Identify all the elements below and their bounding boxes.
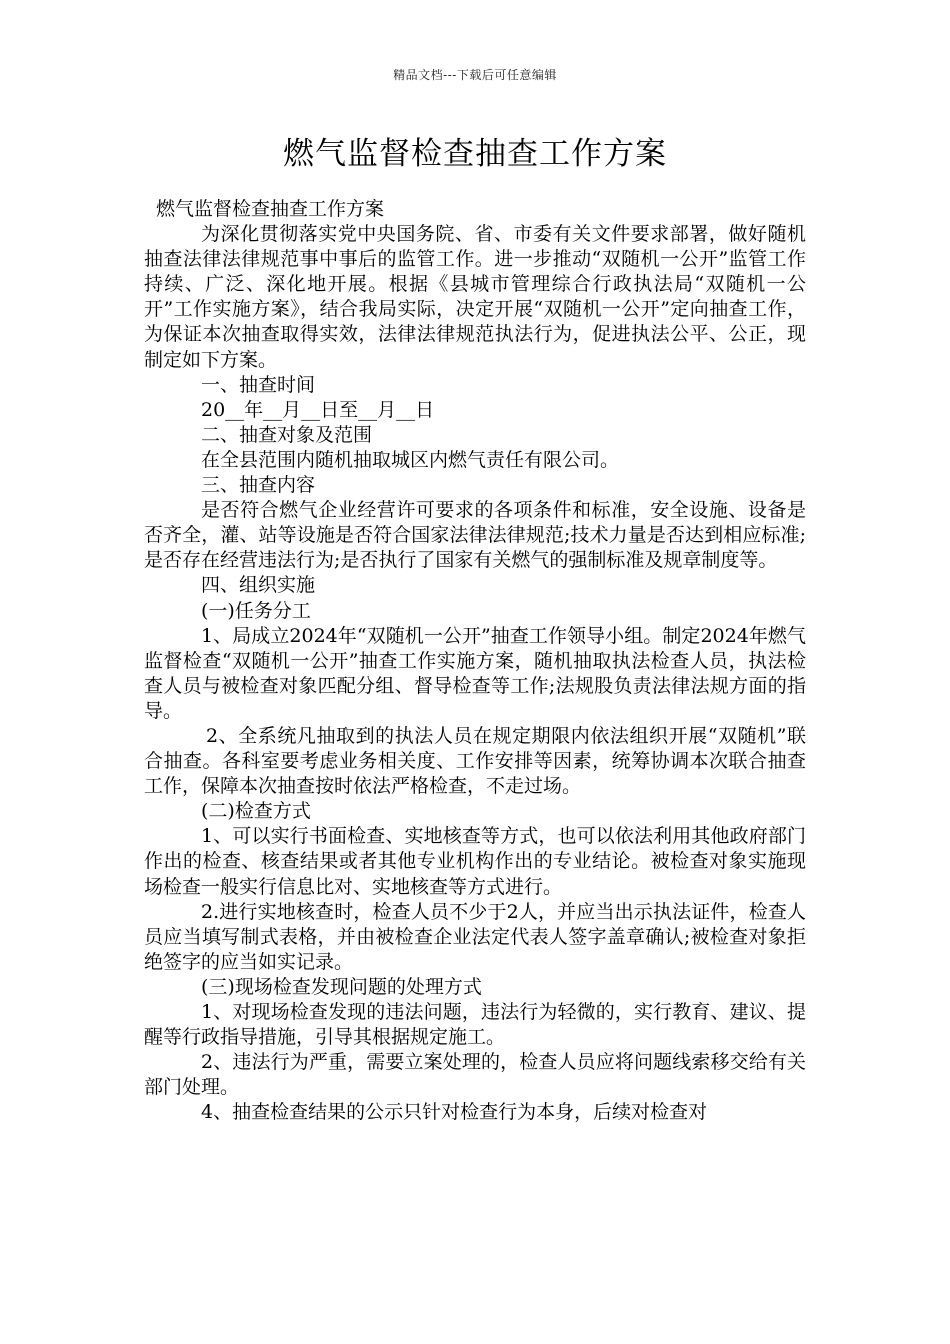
subtitle-paragraph: 燃气监督检查抽查工作方案 [156, 198, 385, 220]
scope-paragraph: 在全县范围内随机抽取城区内燃气责任有限公司。 [201, 448, 620, 471]
task-paragraph-1: 1、局成立2024年“双随机一公开”抽查工作领导小组。制定2024年燃气监督检查“双随机一公开”抽查工作实施方案，随机抽取执法检查人员，执法检查人员与被检查对象匹配分组、督导检查等工作;法规股负责法律法规方面的指导。 [144, 624, 806, 722]
method-paragraph-1: 1、可以实行书面检查、实地核查等方式，也可以依法利用其他政府部门作出的检查、核查结果或者其他专业机构作出的专业结论。被检查对象实施现场检查一般实行信息比对、实地核查等方式进行。 [144, 825, 806, 898]
method-paragraph-2: 2.进行实地核查时，检查人员不少于2人，并应当出示执法证件，检查人员应当填写制式表格，并由被检查企业法定代表人签字盖章确认;被检查对象拒绝签字的应当如实记录。 [144, 900, 806, 973]
date-line: 20__年__月__日至__月__日 [201, 398, 435, 421]
content-paragraph: 是否符合燃气企业经营许可要求的各项条件和标准，安全设施、设备是否齐全，灌、站等设施是否符合国家法律法律规范;技术力量是否达到相应标准;是否存在经营违法行为;是否执行了国家有关燃气的强制标准及规章制度等。 [144, 499, 806, 572]
subsection-heading-1: (一)任务分工 [201, 599, 311, 622]
document-title: 燃气监督检查抽查工作方案 [283, 136, 667, 172]
intro-paragraph: 为深化贯彻落实党中央国务院、省、市委有关文件要求部署，做好随机抽查法律法律规范事中事后的监管工作。进一步推动“双随机一公开”监管工作持续、广泛、深化地开展。根据《县城市管理综合行政执法局“双随机一公开”工作实施方案》，结合我局实际，决定开展“双随机一公开”定向抽查工作，为保证本次抽查取得实效，法律法律规范执法行为，促进执法公平、公正，现制定如下方案。 [144, 223, 806, 371]
handling-paragraph-2: 2、违法行为严重，需要立案处理的，检查人员应将问题线索移交给有关部门处理。 [144, 1051, 806, 1099]
section-heading-1: 一、抽查时间 [201, 373, 316, 396]
section-heading-2: 二、抽查对象及范围 [201, 423, 373, 446]
subsection-heading-2: (二)检查方式 [201, 800, 311, 823]
document-body [144, 197, 806, 1125]
handling-paragraph-1: 1、对现场检查发现的违法问题，违法行为轻微的，实行教育、建议、提醒等行政指导措施，引导其根据规定施工。 [144, 1001, 806, 1049]
task-paragraph-2: 2、全系统凡抽取到的执法人员在规定期限内依法组织开展“双随机”联合抽查。各科室要考虑业务相关度、工作安排等因素，统筹协调本次联合抽查工作，保障本次抽查按时依法严格检查，不走过场。 [144, 724, 806, 798]
section-heading-3: 三、抽查内容 [201, 474, 316, 497]
subsection-heading-3: (三)现场检查发现问题的处理方式 [201, 975, 482, 998]
section-heading-4: 四、组织实施 [201, 574, 316, 597]
header-note: 精品文档---下载后可任意编辑 [393, 68, 557, 82]
handling-paragraph-4: 4、抽查检查结果的公示只针对检查行为本身，后续对检查对 [201, 1101, 708, 1124]
